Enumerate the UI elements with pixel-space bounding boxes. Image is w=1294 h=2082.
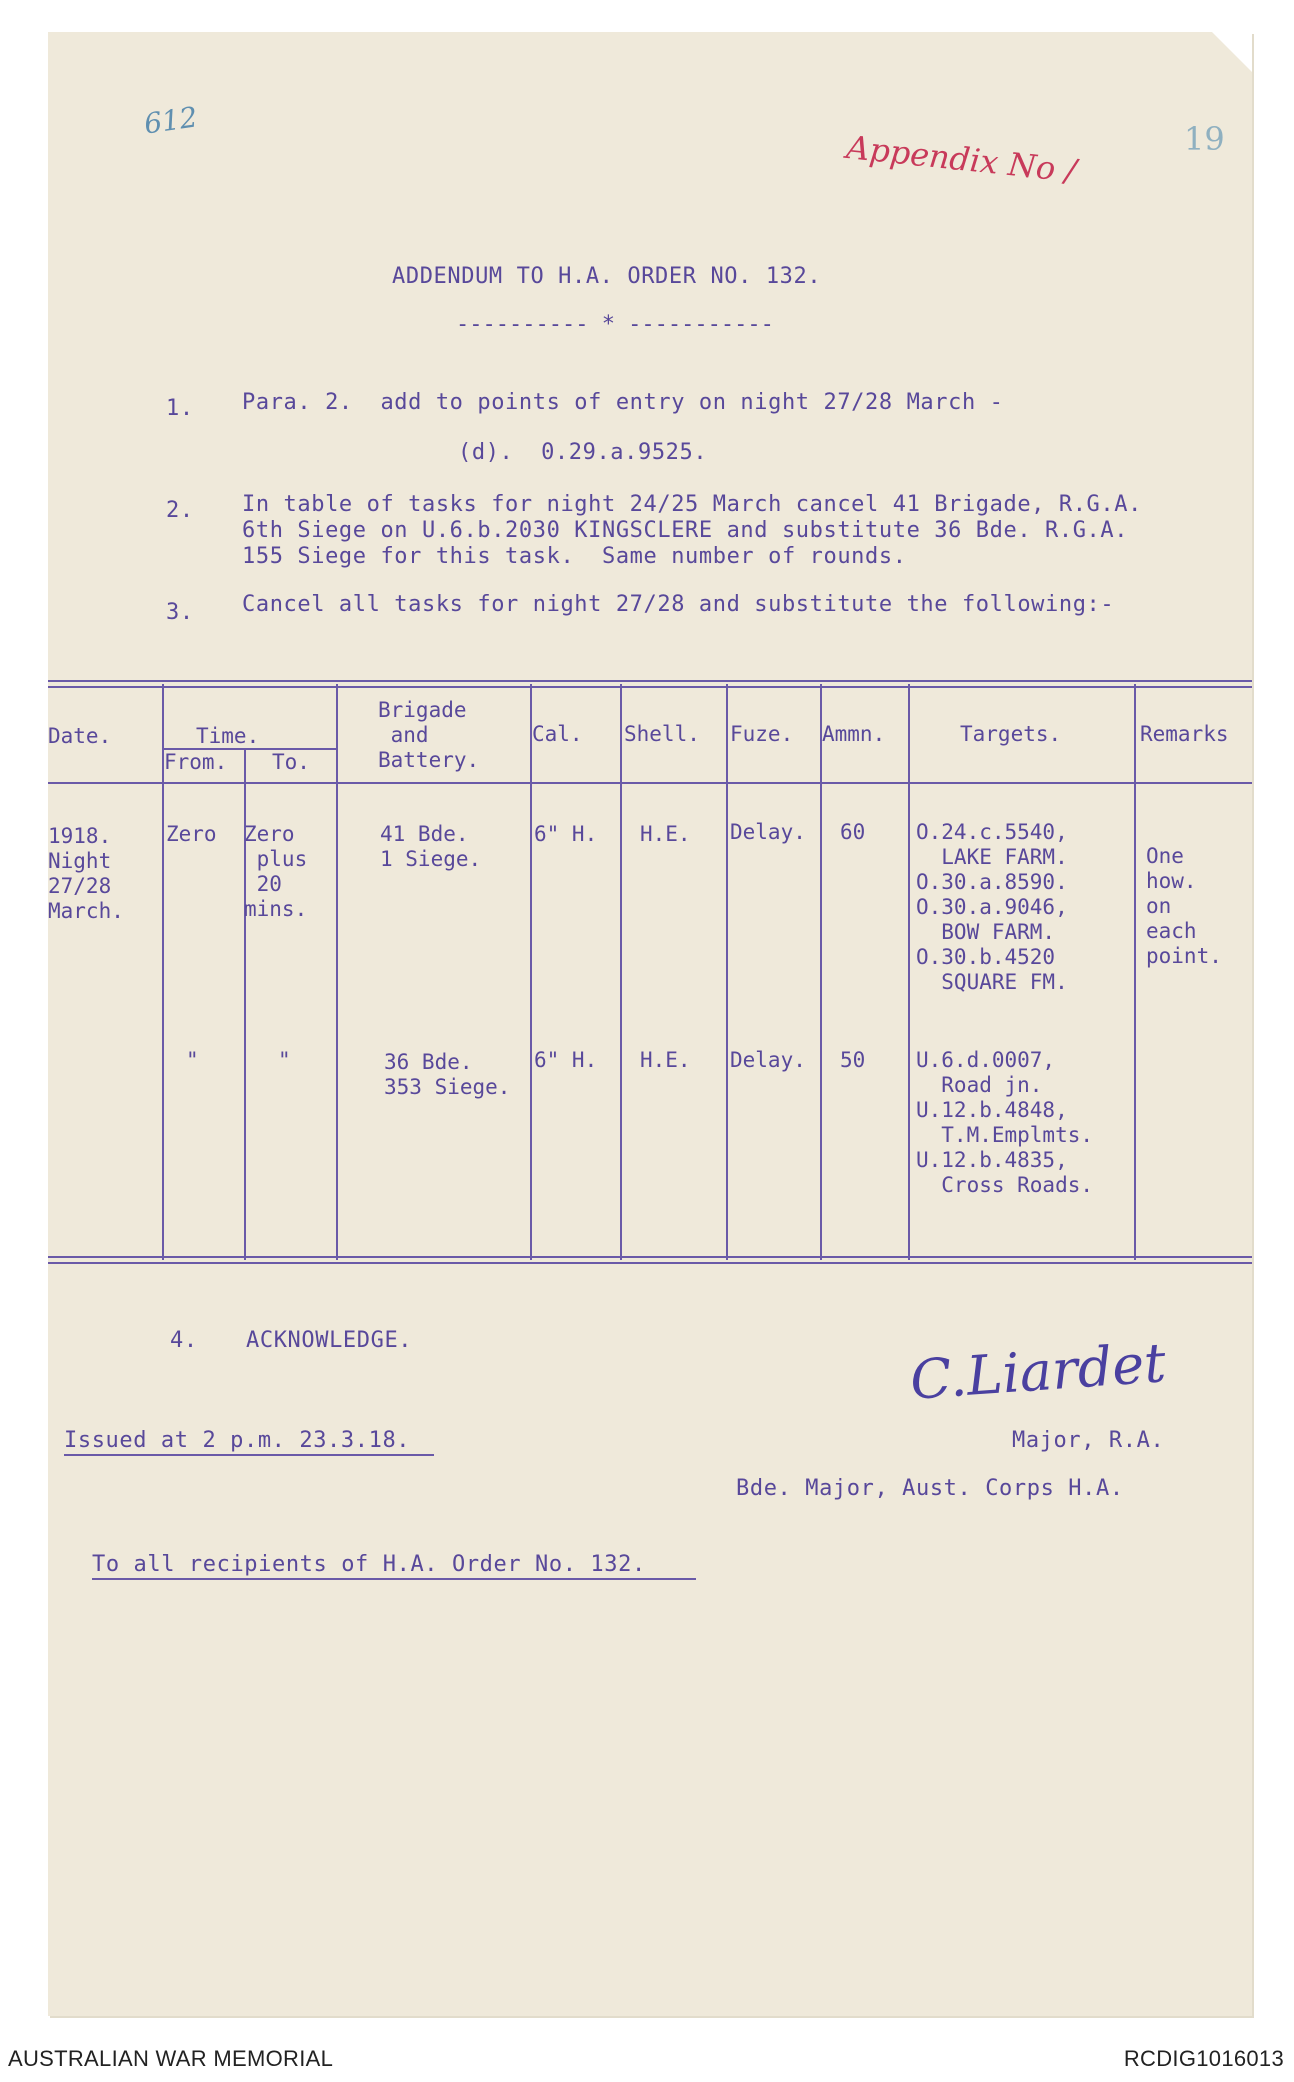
para-2-line-2: 6th Siege on U.6.b.2030 KINGSCLERE and substitute 36 Bde. R.G.A. xyxy=(242,518,1129,543)
col-divider xyxy=(820,684,822,1260)
para-2-number: 2. xyxy=(166,498,194,523)
row-2-from: " xyxy=(186,1048,199,1072)
header-time: Time. xyxy=(196,724,260,748)
row-1-from: Zero xyxy=(166,822,217,846)
header-brigade: Brigade and Battery. xyxy=(378,698,480,772)
distribution-line: To all recipients of H.A. Order No. 132. xyxy=(92,1552,646,1577)
col-divider xyxy=(530,684,532,1260)
row-1-remarks: One how. on each point. xyxy=(1146,844,1222,968)
row-1-to: Zero plus 20 mins. xyxy=(244,822,308,921)
row-2-to: " xyxy=(278,1048,291,1072)
para-3-number: 3. xyxy=(166,600,194,625)
pencil-number: 612 xyxy=(141,100,200,141)
acknowledge-text: ACKNOWLEDGE. xyxy=(246,1328,413,1353)
row-1-fuze: Delay. xyxy=(730,820,806,844)
heading-separator: ---------- * ----------- xyxy=(456,312,774,337)
row-1-brigade: 41 Bde. 1 Siege. xyxy=(380,822,482,871)
para-4-number: 4. xyxy=(170,1328,198,1353)
distribution-underline xyxy=(92,1578,696,1580)
row-2-cal: 6" H. xyxy=(534,1048,598,1072)
header-cal: Cal. xyxy=(532,722,583,746)
appendix-annotation: Appendix No / xyxy=(844,128,1079,190)
row-1-cal: 6" H. xyxy=(534,822,598,846)
para-2-line-1: In table of tasks for night 24/25 March cancel 41 Brigade, R.G.A. xyxy=(242,492,1142,517)
para-1-number: 1. xyxy=(166,396,194,421)
footer-archive-name: AUSTRALIAN WAR MEMORIAL xyxy=(8,2046,334,2071)
table-top-rule xyxy=(48,680,1252,682)
signatory-role: Bde. Major, Aust. Corps H.A. xyxy=(736,1476,1124,1501)
row-1-ammn: 60 xyxy=(840,820,866,844)
header-to: To. xyxy=(272,750,310,774)
para-3-text: Cancel all tasks for night 27/28 and substitute the following:- xyxy=(242,592,1115,617)
signature: C.Liardet xyxy=(908,1331,1168,1412)
col-divider xyxy=(336,684,338,1260)
para-1-subitem: (d). 0.29.a.9525. xyxy=(458,440,708,465)
issued-line: Issued at 2 p.m. 23.3.18. xyxy=(64,1428,411,1453)
header-shell: Shell. xyxy=(624,722,700,746)
row-2-targets: U.6.d.0007, Road jn. U.12.b.4848, T.M.Emplmts. U.12.b.4835, Cross Roads. xyxy=(916,1048,1094,1197)
row-1-targets: O.24.c.5540, LAKE FARM. O.30.a.8590. O.30.a.9046, BOW FARM. O.30.b.4520 SQUARE FM. xyxy=(916,820,1068,994)
col-divider xyxy=(620,684,622,1260)
row-2-ammn: 50 xyxy=(840,1048,866,1072)
row-2-brigade: 36 Bde. 353 Siege. xyxy=(384,1050,511,1099)
header-fuze: Fuze. xyxy=(730,722,794,746)
col-divider xyxy=(726,684,728,1260)
header-ammn: Ammn. xyxy=(822,722,886,746)
signatory-rank: Major, R.A. xyxy=(1012,1428,1165,1453)
row-1-shell: H.E. xyxy=(640,822,691,846)
header-targets: Targets. xyxy=(960,722,1062,746)
col-divider xyxy=(1134,684,1136,1260)
header-bottom-rule xyxy=(48,782,1252,784)
table-top-rule-2 xyxy=(48,686,1252,688)
para-1-text: Para. 2. add to points of entry on night 27/28 March - xyxy=(242,390,1004,415)
row-2-fuze: Delay. xyxy=(730,1048,806,1072)
header-from: From. xyxy=(164,750,228,774)
footer-item-id: RCDIG1016013 xyxy=(1123,2046,1284,2071)
col-divider xyxy=(908,684,910,1260)
header-date: Date. xyxy=(48,724,112,748)
header-remarks: Remarks xyxy=(1140,722,1229,746)
page-number-stamp: 19 xyxy=(1184,120,1225,158)
row-1-date: 1918. Night 27/28 March. xyxy=(48,824,124,923)
document-heading: ADDENDUM TO H.A. ORDER NO. 132. xyxy=(392,264,822,289)
row-2-shell: H.E. xyxy=(640,1048,691,1072)
para-2-line-3: 155 Siege for this task. Same number of rounds. xyxy=(242,544,907,569)
issued-underline xyxy=(64,1454,434,1456)
table-bottom-rule xyxy=(48,1256,1252,1258)
table-bottom-rule-2 xyxy=(48,1262,1252,1264)
